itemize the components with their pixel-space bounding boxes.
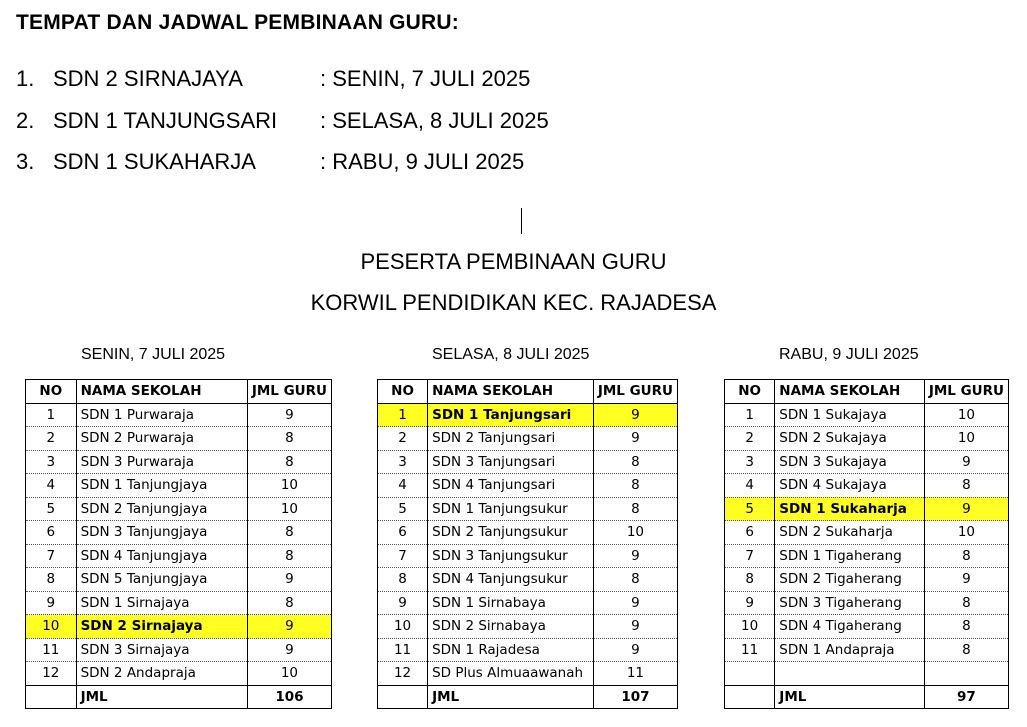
total-value: 97 — [924, 685, 1008, 709]
header-school: NAMA SEKOLAH — [76, 380, 247, 404]
cell-school: SDN 3 Tanjungsari — [428, 450, 594, 474]
table-row — [378, 662, 678, 686]
cell-school: SDN 4 Tanjungsari — [428, 474, 594, 498]
cell-no — [725, 662, 775, 686]
cell-count: 9 — [247, 615, 331, 639]
cell-count: 10 — [924, 403, 1008, 427]
table-row — [26, 474, 332, 498]
table-header-row — [378, 380, 678, 404]
table-row — [378, 521, 678, 545]
cell-no: 8 — [26, 568, 77, 592]
cell-no: 8 — [378, 568, 428, 592]
cell-count: 10 — [247, 662, 331, 686]
cell-count: 9 — [593, 591, 677, 615]
schedule-school: SDN 1 TANJUNGSARI — [53, 108, 278, 133]
cell-count: 9 — [924, 497, 1008, 521]
table-row — [26, 662, 332, 686]
cell-school: SDN 2 Sirnabaya — [428, 615, 594, 639]
cell-count: 8 — [924, 591, 1008, 615]
table-row — [26, 427, 332, 451]
cell-no: 2 — [26, 427, 77, 451]
total-label: JML — [76, 685, 247, 709]
cell-no: 7 — [26, 544, 77, 568]
cell-count: 9 — [247, 568, 331, 592]
cell-school: SDN 3 Sirnajaya — [76, 638, 247, 662]
table-row — [26, 403, 332, 427]
cell-no: 12 — [378, 662, 428, 686]
table-row — [378, 615, 678, 639]
participants-table-tuesday — [377, 379, 678, 709]
cell-school: SDN 3 Sukajaya — [775, 450, 925, 474]
table-row — [378, 638, 678, 662]
cell-no: 6 — [378, 521, 428, 545]
cell-no: 8 — [725, 568, 775, 592]
cell-no: 4 — [26, 474, 77, 498]
schedule-date: : SELASA, 8 JULI 2025 — [320, 108, 549, 133]
table-row — [26, 638, 332, 662]
table-row — [26, 521, 332, 545]
cell-school: SDN 1 Tanjungsukur — [428, 497, 594, 521]
cell-no: 6 — [725, 521, 775, 545]
table-row — [725, 474, 1009, 498]
cell-no: 2 — [725, 427, 775, 451]
cell-count: 10 — [593, 521, 677, 545]
cell-school: SDN 3 Purwaraja — [76, 450, 247, 474]
total-blank — [725, 685, 775, 709]
cell-school — [775, 662, 925, 686]
cell-no: 5 — [725, 497, 775, 521]
cell-count: 10 — [924, 521, 1008, 545]
cell-no: 10 — [26, 615, 77, 639]
table-header-row — [26, 380, 332, 404]
cell-count: 8 — [924, 615, 1008, 639]
total-label: JML — [428, 685, 594, 709]
header-count: JML GURU — [247, 380, 331, 404]
cell-school: SDN 2 Tigaherang — [775, 568, 925, 592]
cell-count: 10 — [247, 474, 331, 498]
day-caption-monday: SENIN, 7 JULI 2025 — [81, 346, 226, 363]
cell-count: 8 — [924, 474, 1008, 498]
table-row — [26, 450, 332, 474]
table-row — [725, 544, 1009, 568]
cell-no: 4 — [725, 474, 775, 498]
cell-count: 9 — [247, 638, 331, 662]
cell-school: SDN 2 Tanjungjaya — [76, 497, 247, 521]
cell-count: 8 — [593, 497, 677, 521]
cell-school: SDN 3 Tigaherang — [775, 591, 925, 615]
total-value: 106 — [247, 685, 331, 709]
cell-no: 3 — [725, 450, 775, 474]
table-row — [26, 544, 332, 568]
table-row — [378, 591, 678, 615]
cell-no: 9 — [26, 591, 77, 615]
participants-table-wednesday — [724, 379, 1009, 709]
cell-count: 8 — [593, 474, 677, 498]
table-row — [26, 497, 332, 521]
schedule-number: 1. — [16, 66, 35, 91]
cell-no: 12 — [26, 662, 77, 686]
table-row — [725, 521, 1009, 545]
schedule-date: : RABU, 9 JULI 2025 — [320, 149, 525, 174]
cell-no: 3 — [378, 450, 428, 474]
cell-no: 2 — [378, 427, 428, 451]
cell-no: 10 — [725, 615, 775, 639]
total-blank — [378, 685, 428, 709]
cell-no: 11 — [378, 638, 428, 662]
table-row — [378, 568, 678, 592]
cell-school: SDN 1 Sukaharja — [775, 497, 925, 521]
cell-school: SDN 4 Tanjungjaya — [76, 544, 247, 568]
cell-school: SDN 1 Purwaraja — [76, 403, 247, 427]
cell-count: 8 — [247, 521, 331, 545]
header-count: JML GURU — [593, 380, 677, 404]
table-row — [26, 615, 332, 639]
cell-count: 8 — [247, 591, 331, 615]
cell-school: SDN 2 Sukajaya — [775, 427, 925, 451]
table-row — [725, 591, 1009, 615]
cell-no: 5 — [26, 497, 77, 521]
cell-count: 9 — [593, 544, 677, 568]
cell-school: SDN 1 Sirnajaya — [76, 591, 247, 615]
cell-school: SDN 3 Tanjungsukur — [428, 544, 594, 568]
header-school: NAMA SEKOLAH — [775, 380, 925, 404]
cell-school: SDN 4 Tigaherang — [775, 615, 925, 639]
table-row — [378, 497, 678, 521]
table-row — [725, 450, 1009, 474]
total-blank — [26, 685, 77, 709]
korwil-title: KORWIL PENDIDIKAN KEC. RAJADESA — [310, 290, 717, 315]
schedule-school: SDN 2 SIRNAJAYA — [53, 66, 243, 91]
cell-count: 9 — [924, 450, 1008, 474]
table-row — [725, 615, 1009, 639]
schedule-number: 2. — [16, 108, 35, 133]
table-row — [378, 427, 678, 451]
table-total-row — [26, 685, 332, 709]
total-value: 107 — [593, 685, 677, 709]
cell-no: 11 — [26, 638, 77, 662]
participants-table-monday — [25, 379, 332, 709]
cell-count: 9 — [924, 568, 1008, 592]
day-caption-wednesday: RABU, 9 JULI 2025 — [779, 346, 919, 363]
cell-school: SDN 1 Tanjungjaya — [76, 474, 247, 498]
header-count: JML GURU — [924, 380, 1008, 404]
table-row — [378, 403, 678, 427]
cell-school: SDN 5 Tanjungjaya — [76, 568, 247, 592]
cell-no: 6 — [26, 521, 77, 545]
cell-school: SDN 4 Sukajaya — [775, 474, 925, 498]
cell-count: 8 — [924, 544, 1008, 568]
table-row — [725, 662, 1009, 686]
table-total-row — [725, 685, 1009, 709]
cell-no: 4 — [378, 474, 428, 498]
cell-school: SDN 2 Tanjungsari — [428, 427, 594, 451]
cell-school: SDN 2 Purwaraja — [76, 427, 247, 451]
participants-title: PESERTA PEMBINAAN GURU — [360, 249, 667, 274]
table-header-row — [725, 380, 1009, 404]
header-school: NAMA SEKOLAH — [428, 380, 594, 404]
cell-school: SDN 3 Tanjungjaya — [76, 521, 247, 545]
cell-school: SDN 2 Andapraja — [76, 662, 247, 686]
table-total-row — [378, 685, 678, 709]
cell-count: 8 — [247, 450, 331, 474]
cell-no: 7 — [725, 544, 775, 568]
cell-no: 11 — [725, 638, 775, 662]
total-label: JML — [775, 685, 925, 709]
cell-count: 9 — [593, 638, 677, 662]
cell-count: 9 — [593, 403, 677, 427]
cell-count: 9 — [247, 403, 331, 427]
cell-no: 7 — [378, 544, 428, 568]
document-heading: TEMPAT DAN JADWAL PEMBINAAN GURU: — [16, 11, 459, 34]
header-no: NO — [26, 380, 77, 404]
cell-no: 3 — [26, 450, 77, 474]
table-row — [378, 544, 678, 568]
cell-count: 8 — [593, 450, 677, 474]
cell-school: SDN 2 Sirnajaya — [76, 615, 247, 639]
cell-count: 8 — [593, 568, 677, 592]
table-row — [725, 638, 1009, 662]
cell-school: SDN 1 Rajadesa — [428, 638, 594, 662]
cell-school: SDN 2 Tanjungsukur — [428, 521, 594, 545]
text-cursor — [521, 208, 522, 234]
header-no: NO — [725, 380, 775, 404]
cell-count: 8 — [247, 427, 331, 451]
cell-no: 5 — [378, 497, 428, 521]
cell-no: 1 — [26, 403, 77, 427]
cell-count: 9 — [593, 427, 677, 451]
cell-count — [924, 662, 1008, 686]
table-row — [26, 568, 332, 592]
cell-school: SDN 1 Andapraja — [775, 638, 925, 662]
cell-count: 8 — [924, 638, 1008, 662]
header-no: NO — [378, 380, 428, 404]
cell-count: 9 — [593, 615, 677, 639]
schedule-school: SDN 1 SUKAHARJA — [53, 149, 256, 174]
table-row — [725, 497, 1009, 521]
schedule-number: 3. — [16, 149, 35, 174]
cell-count: 8 — [247, 544, 331, 568]
cell-count: 11 — [593, 662, 677, 686]
schedule-date: : SENIN, 7 JULI 2025 — [320, 66, 531, 91]
table-row — [725, 427, 1009, 451]
table-row — [26, 591, 332, 615]
cell-count: 10 — [247, 497, 331, 521]
table-row — [378, 474, 678, 498]
cell-no: 1 — [378, 403, 428, 427]
cell-school: SDN 4 Tanjungsukur — [428, 568, 594, 592]
cell-count: 10 — [924, 427, 1008, 451]
cell-school: SDN 1 Sirnabaya — [428, 591, 594, 615]
cell-school: SDN 1 Sukajaya — [775, 403, 925, 427]
day-caption-tuesday: SELASA, 8 JULI 2025 — [432, 346, 590, 363]
cell-school: SDN 1 Tanjungsari — [428, 403, 594, 427]
table-row — [378, 450, 678, 474]
cell-school: SD Plus Almuaawanah — [428, 662, 594, 686]
cell-no: 9 — [378, 591, 428, 615]
cell-no: 1 — [725, 403, 775, 427]
cell-no: 9 — [725, 591, 775, 615]
table-row — [725, 403, 1009, 427]
cell-no: 10 — [378, 615, 428, 639]
cell-school: SDN 2 Sukaharja — [775, 521, 925, 545]
cell-school: SDN 1 Tigaherang — [775, 544, 925, 568]
table-row — [725, 568, 1009, 592]
